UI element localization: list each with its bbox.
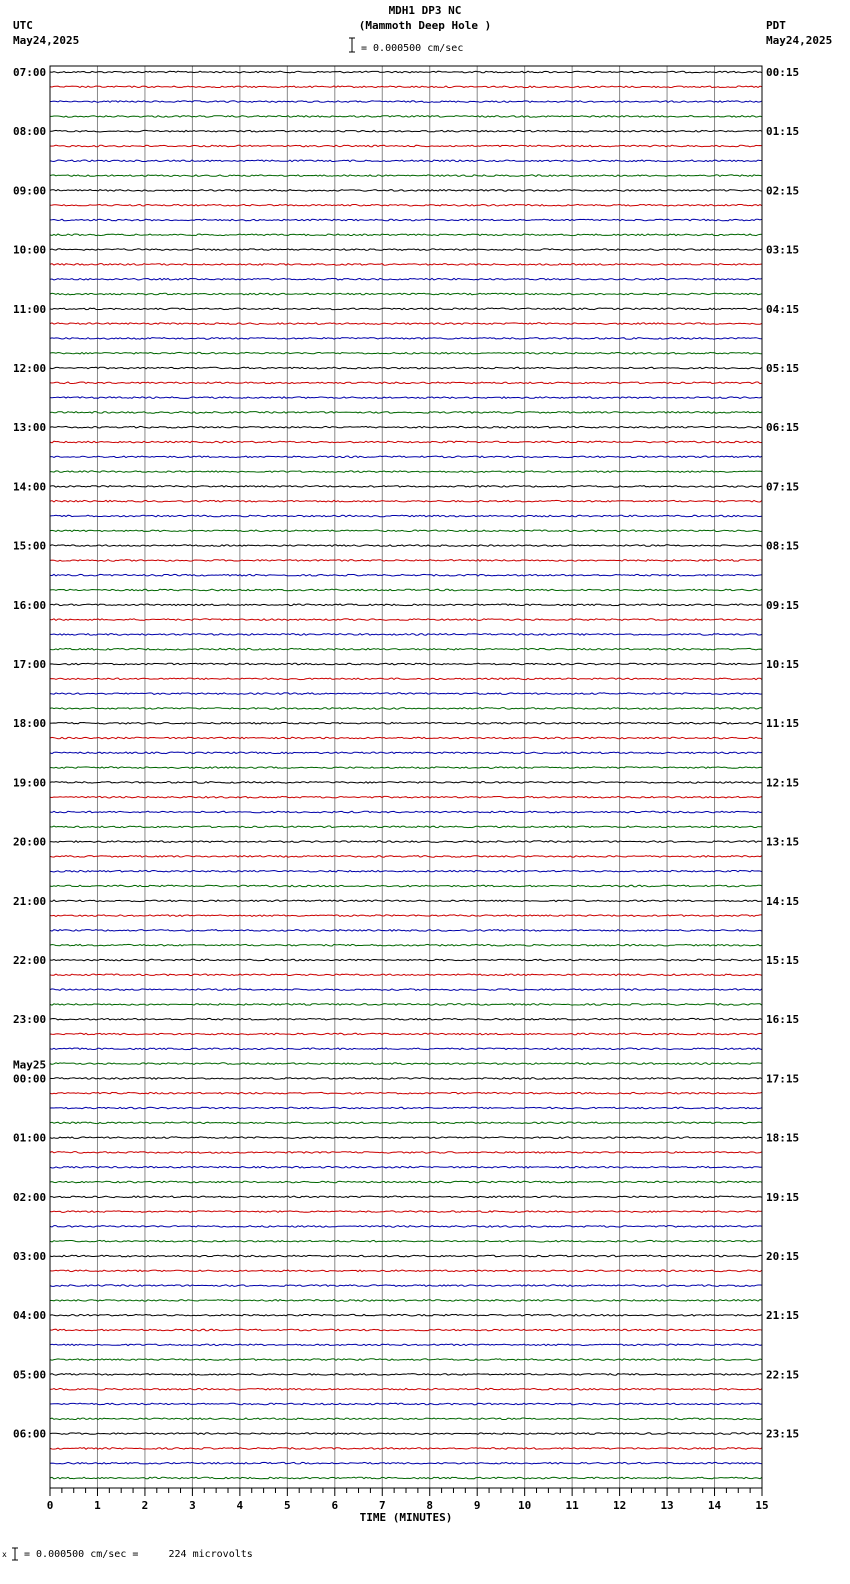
trace-row	[50, 278, 762, 280]
trace-row	[50, 1329, 762, 1331]
trace-row	[50, 1166, 762, 1168]
pdt-hour-label: 22:15	[766, 1368, 800, 1382]
trace-row	[50, 486, 762, 488]
trace-row	[50, 752, 762, 754]
trace-row	[50, 190, 762, 192]
trace-row	[50, 959, 762, 961]
trace-row	[50, 101, 762, 103]
trace-row	[50, 71, 762, 73]
x-tick-label: 1	[94, 1499, 101, 1512]
trace-row	[50, 130, 762, 132]
trace-row	[50, 574, 762, 576]
trace-row	[50, 545, 762, 547]
trace-row	[50, 693, 762, 695]
right-timezone: PDT	[766, 19, 786, 32]
pdt-hour-label: 07:15	[766, 480, 800, 494]
trace-row	[50, 1152, 762, 1154]
trace-row	[50, 811, 762, 813]
pdt-hour-label: 02:15	[766, 184, 800, 198]
trace-row	[50, 116, 762, 118]
footer-marker: x	[2, 1550, 7, 1559]
trace-row	[50, 915, 762, 917]
trace-row	[50, 1403, 762, 1405]
station-title: MDH1 DP3 NC	[388, 4, 462, 17]
trace-row	[50, 1433, 762, 1435]
trace-row	[50, 782, 762, 784]
trace-row	[50, 1448, 762, 1450]
scale-bar-icon	[349, 38, 355, 52]
utc-hour-label: 20:00	[13, 835, 47, 849]
trace-row	[50, 841, 762, 843]
utc-hour-label: 18:00	[13, 717, 47, 731]
time-axis	[47, 1488, 769, 1512]
utc-hour-label: 19:00	[13, 776, 47, 790]
trace-row	[50, 1374, 762, 1376]
trace-row	[50, 1196, 762, 1198]
utc-hour-label: 05:00	[13, 1368, 47, 1382]
trace-row	[50, 219, 762, 221]
pdt-hour-label: 00:15	[766, 66, 800, 79]
trace-row	[50, 1226, 762, 1228]
trace-row	[50, 722, 762, 724]
trace-row	[50, 619, 762, 621]
trace-row	[50, 944, 762, 946]
station-location: (Mammoth Deep Hole )	[358, 19, 492, 32]
trace-rows	[50, 71, 762, 1479]
trace-row	[50, 1388, 762, 1390]
trace-row	[50, 86, 762, 88]
trace-row	[50, 367, 762, 369]
pdt-hour-label: 17:15	[766, 1072, 800, 1086]
trace-row	[50, 145, 762, 147]
trace-row	[50, 1137, 762, 1139]
utc-hour-label: 01:00	[13, 1131, 47, 1145]
trace-row	[50, 885, 762, 887]
pdt-hour-label: 04:15	[766, 302, 800, 316]
trace-row	[50, 1418, 762, 1420]
trace-row	[50, 708, 762, 710]
trace-row	[50, 1211, 762, 1213]
trace-row	[50, 500, 762, 502]
trace-row	[50, 1018, 762, 1020]
trace-row	[50, 1270, 762, 1272]
trace-row	[50, 1048, 762, 1050]
pdt-hour-label: 14:15	[766, 894, 800, 908]
trace-row	[50, 974, 762, 976]
footer-calibration: = 0.000500 cm/sec = 224 microvolts	[24, 1549, 253, 1560]
trace-row	[50, 1344, 762, 1346]
x-tick-label: 13	[660, 1499, 674, 1512]
trace-row	[50, 515, 762, 517]
trace-row	[50, 204, 762, 206]
utc-hour-label: 22:00	[13, 954, 47, 967]
utc-hour-label: 17:00	[13, 658, 47, 671]
trace-row	[50, 234, 762, 236]
x-tick-label: 9	[473, 1499, 481, 1512]
trace-row	[50, 1107, 762, 1109]
left-date: May24,2025	[13, 34, 80, 47]
x-tick-label: 15	[755, 1499, 769, 1512]
scale-label: = 0.000500 cm/sec	[361, 43, 464, 54]
utc-hour-label: 09:00	[13, 184, 47, 198]
trace-row	[50, 441, 762, 443]
pdt-hour-label: 18:15	[766, 1131, 800, 1145]
trace-row	[50, 308, 762, 310]
trace-row	[50, 870, 762, 872]
utc-hour-label: 14:00	[13, 480, 47, 494]
utc-hour-label: 11:00	[13, 302, 47, 316]
right-date: May24,2025	[766, 34, 833, 47]
trace-row	[50, 1078, 762, 1080]
trace-row	[50, 471, 762, 473]
utc-hour-label: 13:00	[13, 421, 47, 435]
trace-row	[50, 160, 762, 162]
pdt-hour-label: 12:15	[766, 776, 800, 790]
left-timezone: UTC	[13, 19, 33, 32]
pdt-hour-label: 03:15	[766, 243, 800, 257]
trace-row	[50, 678, 762, 680]
x-tick-label: 7	[378, 1499, 386, 1512]
trace-row	[50, 663, 762, 665]
pdt-hour-label: 16:15	[766, 1013, 800, 1027]
pdt-hour-label: 20:15	[766, 1250, 800, 1263]
trace-row	[50, 412, 762, 414]
trace-row	[50, 456, 762, 458]
pdt-hour-label: 13:15	[766, 835, 800, 849]
trace-row	[50, 426, 762, 428]
x-tick-label: 6	[331, 1499, 339, 1512]
pdt-hour-label: 23:15	[766, 1427, 800, 1441]
pdt-hour-label: 05:15	[766, 362, 800, 375]
utc-hour-label: 00:00	[13, 1072, 47, 1086]
trace-row	[50, 1092, 762, 1094]
trace-row	[50, 397, 762, 399]
pdt-hour-label: 01:15	[766, 125, 800, 139]
x-tick-label: 4	[236, 1499, 244, 1512]
utc-hour-label: 06:00	[13, 1427, 47, 1441]
trace-row	[50, 604, 762, 606]
trace-row	[50, 249, 762, 251]
trace-row	[50, 634, 762, 636]
trace-row	[50, 826, 762, 828]
trace-row	[50, 737, 762, 739]
pdt-hour-label: 08:15	[766, 539, 800, 553]
utc-hour-label: 03:00	[13, 1250, 47, 1263]
trace-row	[50, 856, 762, 858]
x-axis-label: TIME (MINUTES)	[359, 1511, 453, 1524]
x-tick-label: 3	[189, 1499, 196, 1512]
trace-row	[50, 1255, 762, 1257]
trace-row	[50, 560, 762, 562]
trace-row	[50, 796, 762, 798]
utc-hour-label: 16:00	[13, 598, 47, 612]
trace-row	[50, 175, 762, 177]
trace-row	[50, 1033, 762, 1035]
utc-hour-label: 21:00	[13, 894, 47, 908]
trace-row	[50, 989, 762, 991]
pdt-hour-label: 09:15	[766, 598, 800, 612]
x-tick-label: 11	[565, 1499, 579, 1512]
trace-row	[50, 1240, 762, 1242]
x-tick-label: 5	[284, 1499, 291, 1512]
trace-row	[50, 1359, 762, 1361]
utc-hour-label: 23:00	[13, 1013, 47, 1027]
utc-hour-label: 10:00	[13, 243, 47, 257]
pdt-hour-label: 06:15	[766, 421, 800, 435]
pdt-hour-label: 21:15	[766, 1309, 800, 1323]
trace-row	[50, 1181, 762, 1183]
x-tick-label: 2	[141, 1499, 149, 1512]
x-tick-label: 10	[518, 1499, 532, 1512]
trace-row	[50, 1314, 762, 1316]
pdt-hour-label: 19:15	[766, 1190, 800, 1204]
trace-row	[50, 1300, 762, 1302]
x-tick-label: 14	[707, 1499, 722, 1512]
x-tick-label: 8	[426, 1499, 434, 1512]
trace-row	[50, 1477, 762, 1479]
date-change-label: May25	[13, 1058, 47, 1072]
trace-row	[50, 293, 762, 295]
trace-row	[50, 338, 762, 340]
utc-hour-label: 15:00	[13, 539, 47, 553]
utc-hour-label: 02:00	[13, 1190, 47, 1204]
trace-row	[50, 264, 762, 266]
trace-row	[50, 1285, 762, 1287]
trace-row	[50, 1063, 762, 1065]
trace-row	[50, 1462, 762, 1464]
trace-row	[50, 767, 762, 769]
pdt-hour-label: 15:15	[766, 954, 800, 967]
trace-row	[50, 589, 762, 591]
footer-scale-icon	[12, 1548, 18, 1560]
utc-hour-label: 12:00	[13, 362, 47, 375]
trace-row	[50, 1004, 762, 1006]
pdt-hour-label: 10:15	[766, 658, 800, 671]
utc-hour-label: 04:00	[13, 1309, 47, 1323]
utc-hour-label: 08:00	[13, 125, 47, 139]
trace-row	[50, 323, 762, 325]
utc-hour-label: 07:00	[13, 66, 47, 79]
x-tick-label: 0	[46, 1499, 54, 1512]
trace-row	[50, 648, 762, 650]
trace-row	[50, 382, 762, 384]
trace-row	[50, 530, 762, 532]
trace-row	[50, 1122, 762, 1124]
pdt-hour-label: 11:15	[766, 717, 800, 731]
x-tick-label: 12	[612, 1499, 627, 1512]
trace-row	[50, 930, 762, 932]
trace-row	[50, 352, 762, 354]
trace-row	[50, 900, 762, 902]
